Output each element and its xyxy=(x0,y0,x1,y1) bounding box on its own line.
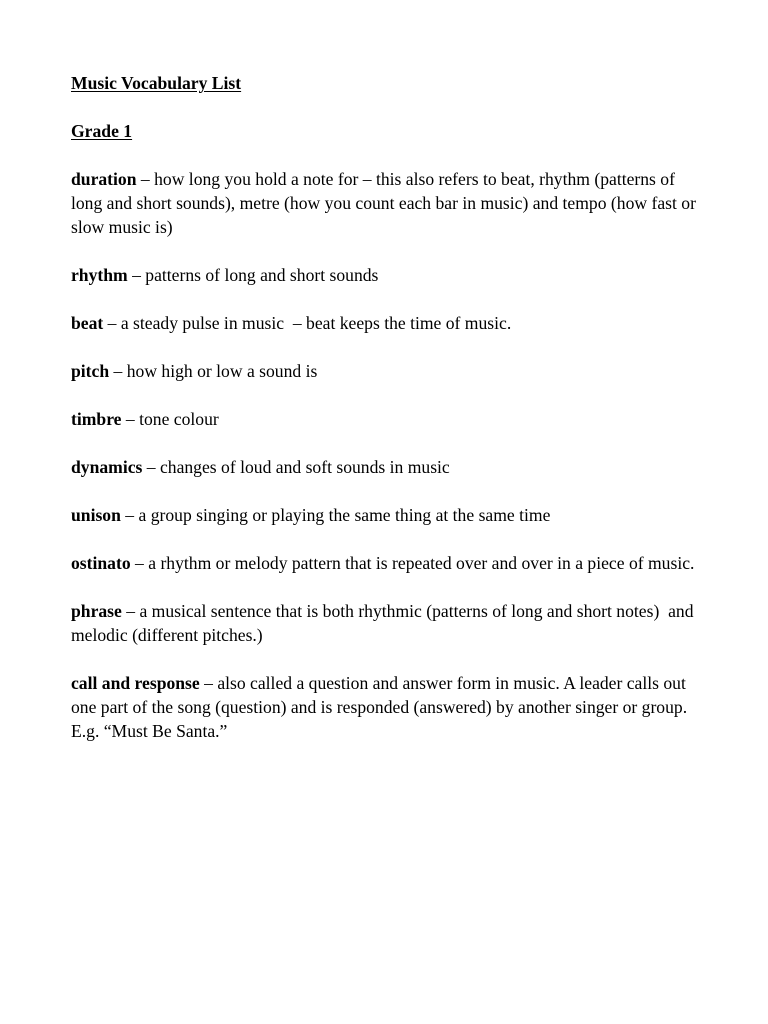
vocab-definition: – patterns of long and short sounds xyxy=(127,265,379,285)
vocab-entry-unison xyxy=(71,503,701,527)
vocab-term: call and response xyxy=(71,673,200,693)
vocab-entry-phrase xyxy=(71,599,701,647)
vocab-term: dynamics xyxy=(71,457,143,477)
vocab-entry-beat xyxy=(71,311,701,335)
vocab-term: phrase xyxy=(71,601,122,621)
vocab-definition: – changes of loud and soft sounds in music xyxy=(142,457,450,477)
vocab-entry-timbre xyxy=(71,407,701,431)
vocab-term: pitch xyxy=(71,361,110,381)
vocab-definition: – a rhythm or melody pattern that is repeated over and over in a piece of music. xyxy=(130,553,695,573)
vocab-definition: – how long you hold a note for – this also refers to beat, rhythm (patterns of long and short sounds), metre (how you count each bar in music) and tempo (how fast or slow music is) xyxy=(71,169,696,237)
vocab-definition: – tone colour xyxy=(121,409,219,429)
vocab-entry-pitch xyxy=(71,359,701,383)
document-title: Music Vocabulary List xyxy=(71,73,242,93)
vocab-definition: – how high or low a sound is xyxy=(109,361,318,381)
vocab-definition: – a steady pulse in music – beat keeps the time of music. xyxy=(103,313,512,333)
vocab-definition: – a musical sentence that is both rhythmic (patterns of long and short notes) and melodic (different pitches.) xyxy=(71,601,698,645)
vocab-term: duration xyxy=(71,169,137,189)
vocab-entry-call-and-response xyxy=(71,671,701,743)
vocab-definition: – a group singing or playing the same thing at the same time xyxy=(120,505,551,525)
vocab-entry-ostinato xyxy=(71,551,701,575)
vocab-entry-dynamics xyxy=(71,455,701,479)
vocab-term: ostinato xyxy=(71,553,131,573)
vocab-definition: – also called a question and answer form in music. A leader calls out one part of the song (question) and is responded (answered) by another singer or group. E.g. “Must Be Santa.” xyxy=(71,673,688,741)
vocab-term: beat xyxy=(71,313,104,333)
vocab-term: unison xyxy=(71,505,121,525)
vocab-term: timbre xyxy=(71,409,122,429)
document-page xyxy=(71,71,701,767)
vocab-entry-rhythm xyxy=(71,263,701,287)
grade-heading: Grade 1 xyxy=(71,121,133,141)
vocab-entry-duration xyxy=(71,167,701,239)
vocab-term: rhythm xyxy=(71,265,128,285)
